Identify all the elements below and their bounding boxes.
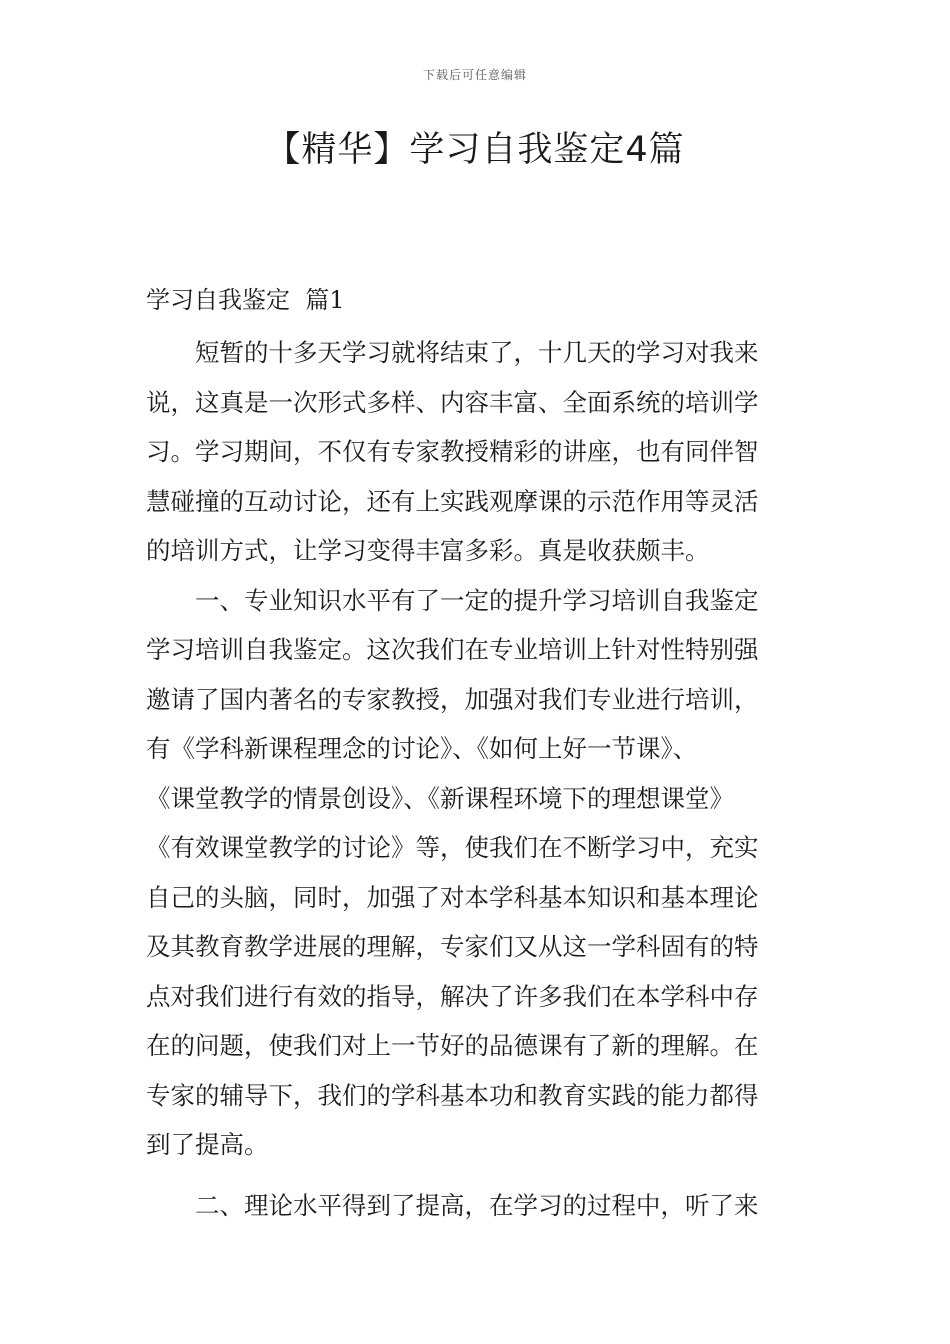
header-note: 下载后可任意编辑 [422,68,527,82]
paragraph-line: 一、专业知识水平有了一定的提升学习培训自我鉴定 [195,585,759,615]
paragraph-line: 点对我们进行有效的指导，解决了许多我们在本学科中存 [146,981,759,1011]
paragraph-line: 《课堂教学的情景创设》、《新课程环境下的理想课堂》 [146,783,734,813]
paragraph-line: 的培训方式，让学习变得丰富多彩。真是收获颇丰。 [146,536,710,565]
paragraph-line: 及其教育教学进展的理解，专家们又从这一学科固有的特 [146,932,759,961]
section-title: 学习自我鉴定 篇1 [146,286,345,314]
document-title: 【精华】学习自我鉴定4篇 [265,130,685,170]
paragraph-line: 学习培训自我鉴定。这次我们在专业培训上针对性特别强 [146,635,759,664]
paragraph-line: 《有效课堂教学的讨论》等，使我们在不断学习中，充实 [146,833,759,862]
paragraph-line: 慧碰撞的互动讨论，还有上实践观摩课的示范作用等灵活 [146,486,759,516]
paragraph-line: 到了提高。 [146,1130,269,1159]
paragraph-line: 在的问题，使我们对上一节好的品德课有了新的理解。在 [146,1031,759,1060]
paragraph-line: 邀请了国内著名的专家教授，加强对我们专业进行培训， [146,684,759,714]
paragraph-line: 有《学科新课程理念的讨论》、《如何上好一节课》、 [146,734,698,763]
paragraph-line: 习。学习期间，不仅有专家教授精彩的讲座，也有同伴智 [146,437,759,466]
body-text [146,328,810,1230]
paragraph-line: 专家的辅导下，我们的学科基本功和教育实践的能力都得 [146,1080,759,1110]
paragraph-line: 自己的头脑，同时，加强了对本学科基本知识和基本理论 [146,882,759,912]
paragraph-line: 二、理论水平得到了提高，在学习的过程中，听了来 [195,1190,759,1220]
paragraph-line: 短暂的十多天学习就将结束了，十几天的学习对我来 [195,338,759,367]
paragraph-line: 说，这真是一次形式多样、内容丰富、全面系统的培训学 [146,387,759,417]
